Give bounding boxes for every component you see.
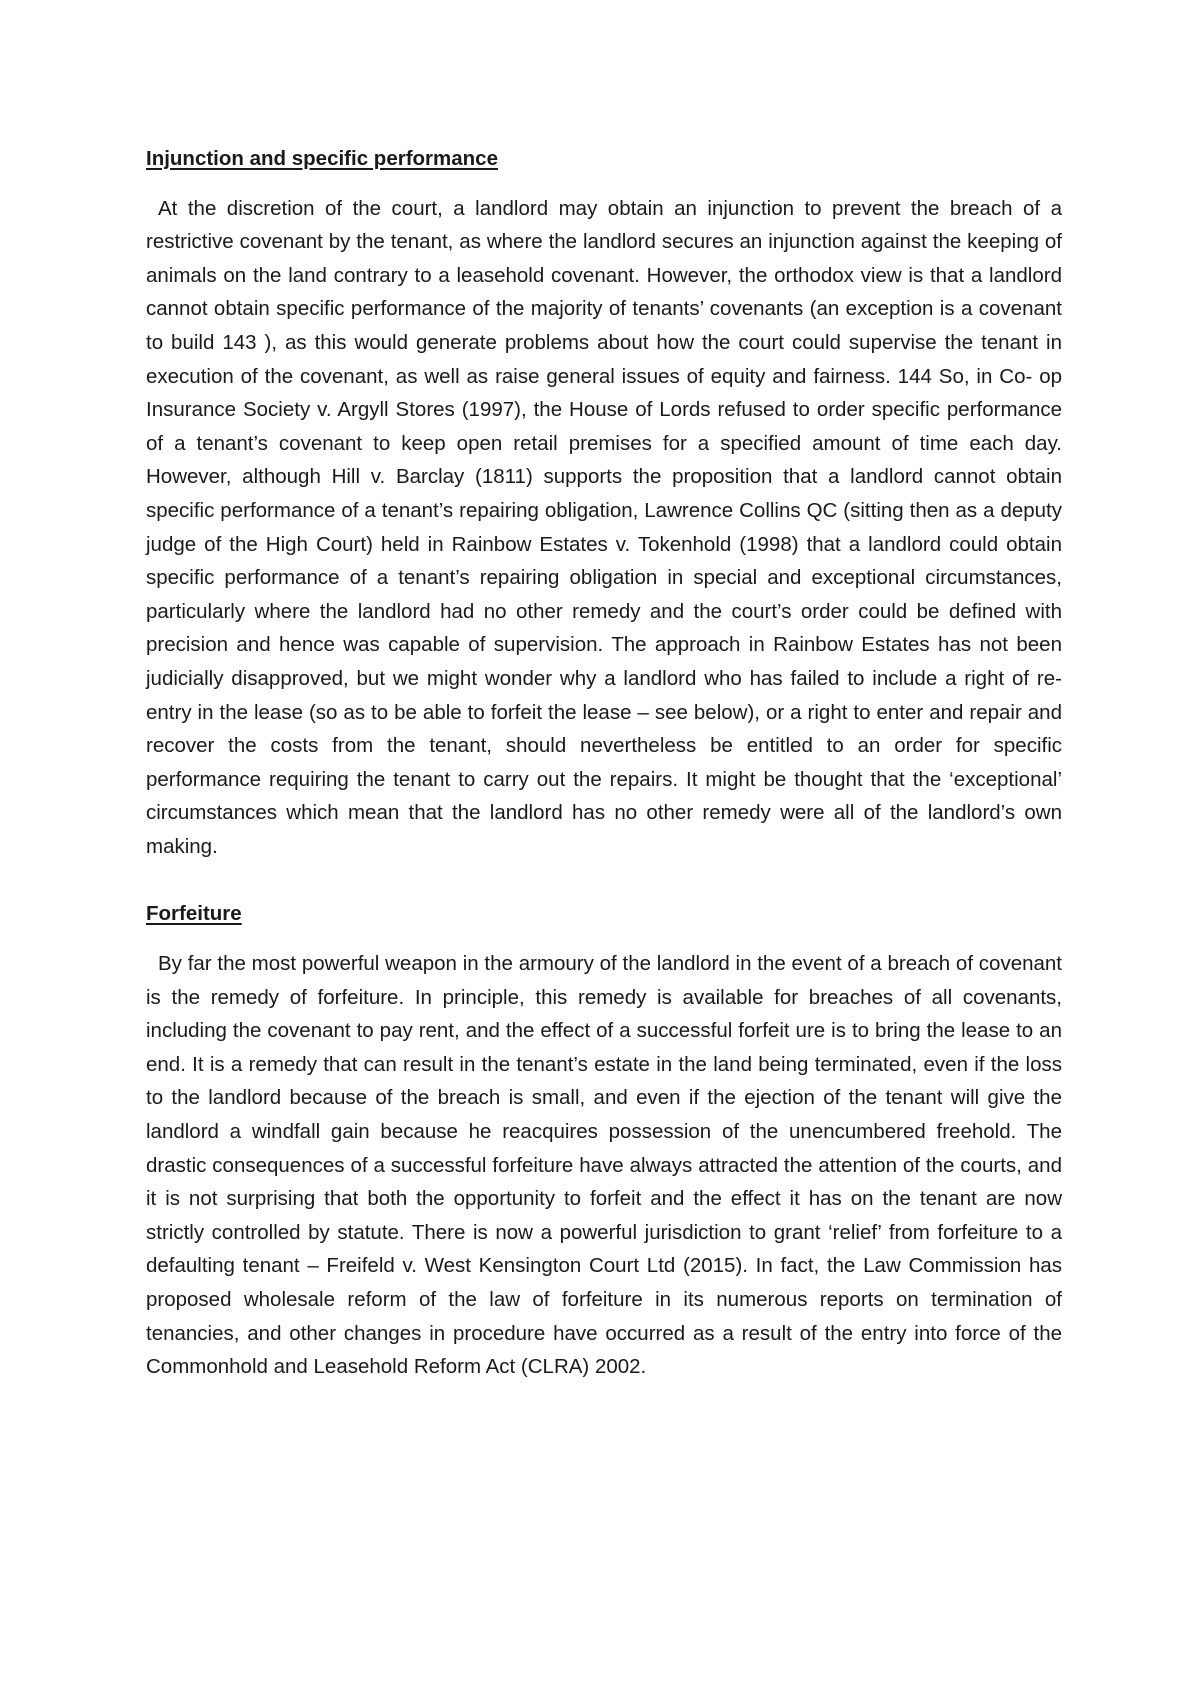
section-paragraph-forfeiture: By far the most powerful weapon in the armoury of the landlord in the event of a breach of covenant is the remedy of forfeiture. In principle, this remedy is available for breaches of all covenants, including the covenant to pay rent, and the effect of a successful forfeit ure is to bring the lease to an end. It is a remedy that can result in the tenant’s estate in the land being terminated, even if the loss to the landlord because of the breach is small, and even if the ejection of the tenant will give the landlord a windfall gain because he reacquires possession of the unencumbered freehold. The drastic consequences of a successful forfeiture have always attracted the attention of the courts, and it is not surprising that both the opportunity to forfeit and the effect it has on the tenant are now strictly controlled by statute. There is now a powerful jurisdiction to grant ‘relief’ from forfeiture to a defaulting tenant – Freifeld v. West Kensington Court Ltd (2015). In fact, the Law Commission has proposed wholesale reform of the law of forfeiture in its numerous reports on termination of tenancies, and other changes in procedure have occurred as a result of the entry into force of the Commonhold and Leasehold Reform Act (CLRA) 2002. — [146, 952, 1062, 1379]
spacer — [146, 863, 1062, 897]
section-heading-injunction: Injunction and specific performance — [146, 147, 498, 170]
section-heading-forfeiture: Forfeiture — [146, 902, 242, 926]
section-paragraph-injunction: At the discretion of the court, a landlord may obtain an injunction to prevent the breach of a restrictive covenant by the tenant, as where the landlord secures an injunction against the keeping of animals on the land contrary to a leasehold covenant. However, the orthodox view is that a landlord cannot obtain specific performance of the majority of tenants’ covenants (an exception is a covenant to build 143 ), as this would generate problems about how the court could supervise the tenant in execution of the covenant, as well as raise general issues of equity and fairness. 144 So, in Co- op Insurance Society v. Argyll Stores (1997), the House of Lords refused to order specific performance of a tenant’s covenant to keep open retail premises for a specified amount of time each day. However, although Hill v. Barclay (1811) supports the proposition that a landlord cannot obtain specific performance of a tenant’s repairing obligation, Lawrence Collins QC (sitting then as a deputy judge of the High Court) held in Rainbow Estates v. Tokenhold (1998) that a landlord could obtain specific performance of a tenant’s repairing obligation in special and exceptional circumstances, particularly where the landlord had no other remedy and the court’s order could be defined with precision and hence was capable of supervision. The approach in Rainbow Estates has not been judicially disapproved, but we might wonder why a landlord who has failed to include a right of re- entry in the lease (so as to be able to forfeit the lease – see below), or a right to enter and repair and recover the costs from the tenant, should nevertheless be entitled to an order for specific performance requiring the tenant to carry out the repairs. It might be thought that the ‘exceptional’ circumstances which mean that the landlord has no other remedy were all of the landlord’s own making. — [146, 196, 1062, 858]
spacer — [146, 176, 1062, 192]
document-body — [146, 142, 1062, 1384]
spacer — [146, 931, 1062, 947]
